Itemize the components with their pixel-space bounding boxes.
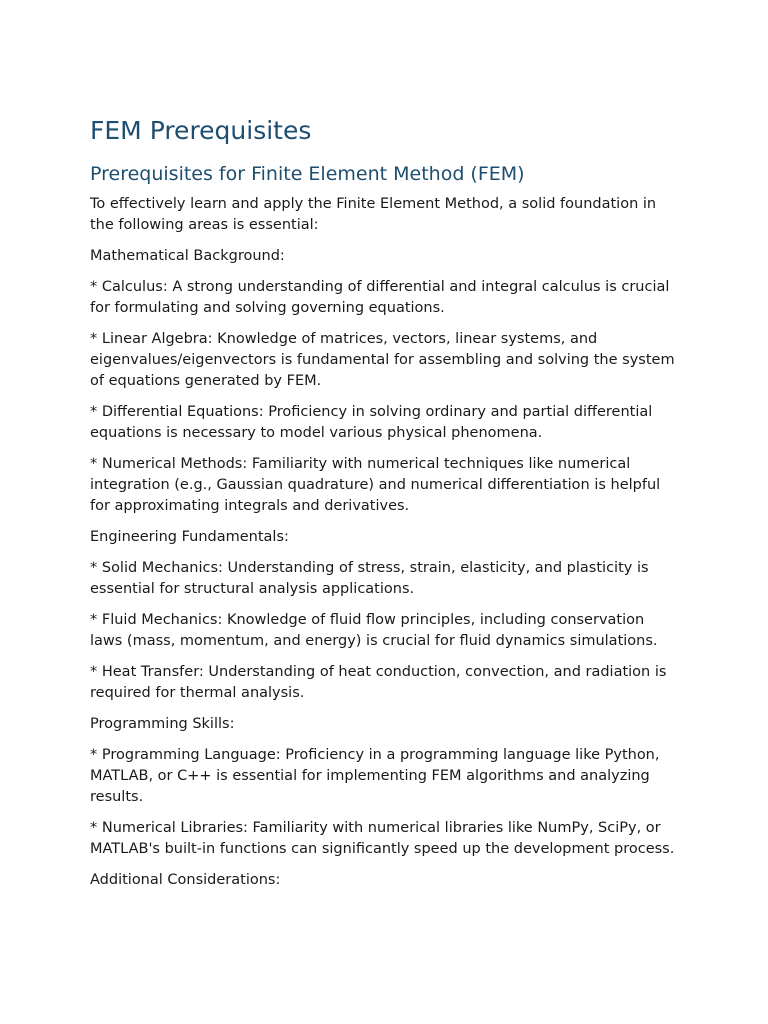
- intro-paragraph: To effectively learn and apply the Finite Element Method, a solid foundation in the following areas is essential:: [90, 196, 657, 233]
- bullet-programming-language: * Programming Language: Proficiency in a programming language like Python, MATLAB, or C++ is essential for implementing FEM algorithms and analyzing results.: [90, 747, 660, 805]
- bullet-fluid-mechanics: * Fluid Mechanics: Knowledge of fluid flow principles, including conservation laws (mass, momentum, and energy) is crucial for fluid dynamics simulations.: [90, 612, 658, 649]
- section-label-math: Mathematical Background:: [90, 248, 285, 264]
- bullet-numerical-libraries: * Numerical Libraries: Familiarity with numerical libraries like NumPy, SciPy, or MATLAB's built-in functions can significantly speed up the development process.: [90, 820, 675, 857]
- bullet-numerical-methods: * Numerical Methods: Familiarity with numerical techniques like numerical integration (e.g., Gaussian quadrature) and numerical differentiation is helpful for approximating integrals and derivatives.: [90, 456, 661, 514]
- bullet-calculus: * Calculus: A strong understanding of differential and integral calculus is crucial for formulating and solving governing equations.: [90, 279, 670, 316]
- page-title: FEM Prerequisites: [90, 116, 312, 145]
- bullet-linear-algebra: * Linear Algebra: Knowledge of matrices, vectors, linear systems, and eigenvalues/eigenvectors is fundamental for assembling and solving the system of equations generated by FEM.: [90, 331, 675, 389]
- section-label-engineering: Engineering Fundamentals:: [90, 529, 289, 545]
- section-label-programming: Programming Skills:: [90, 716, 235, 732]
- bullet-solid-mechanics: * Solid Mechanics: Understanding of stress, strain, elasticity, and plasticity is essential for structural analysis applications.: [90, 560, 649, 597]
- bullet-heat-transfer: * Heat Transfer: Understanding of heat conduction, convection, and radiation is required for thermal analysis.: [90, 664, 667, 701]
- section-label-additional: Additional Considerations:: [90, 872, 281, 888]
- section-heading: Prerequisites for Finite Element Method (FEM): [90, 163, 525, 185]
- bullet-differential-equations: * Differential Equations: Proficiency in solving ordinary and partial differential equations is necessary to model various physical phenomena.: [90, 404, 653, 441]
